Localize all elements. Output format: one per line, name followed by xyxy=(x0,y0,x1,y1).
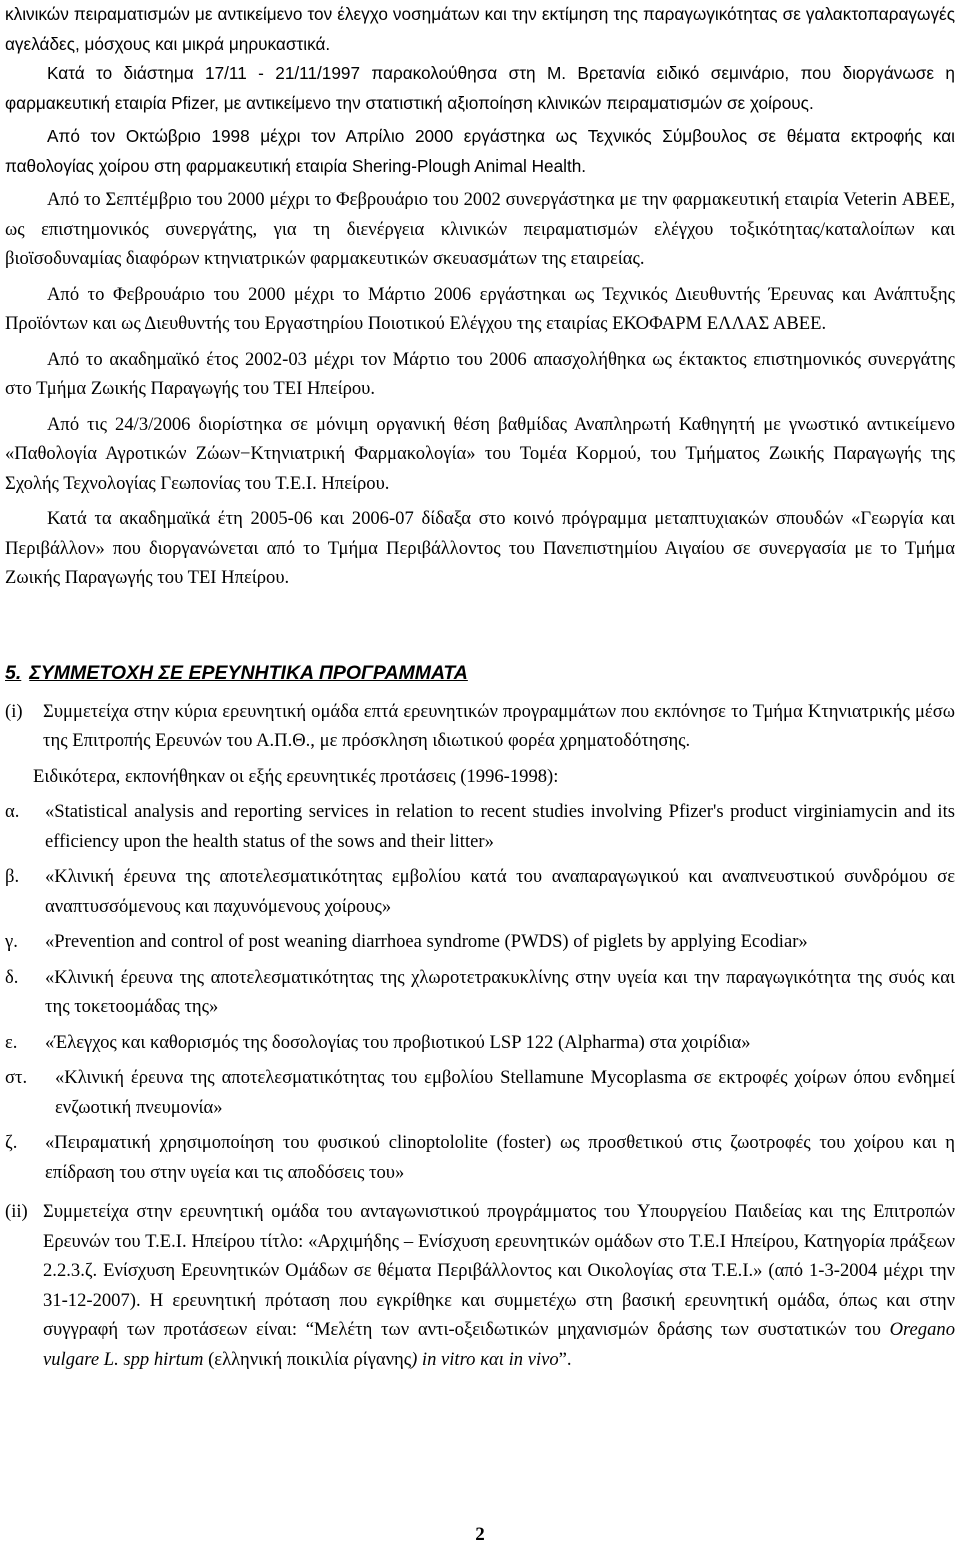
proposal-label: γ. xyxy=(5,931,18,952)
proposal-item-a xyxy=(5,797,955,856)
document-page xyxy=(5,0,955,1374)
paragraph-continuation: κλινικών πειραματισμών με αντικείμενο τον έλεγχο νοσημάτων και την εκτίμηση της παραγωγικότητας σε γαλακτοπαραγωγές αγελάδες, μόσχους και μικρά μηρυκαστικά. xyxy=(5,4,955,54)
list-item-ii xyxy=(5,1197,955,1374)
proposal-text: «Statistical analysis and reporting services in relation to recent studies involving Pfizer's product virginiamycin and its efficiency upon the health status of the sows and their litter» xyxy=(45,801,955,852)
proposal-item-b xyxy=(5,862,955,921)
list-item-text-end: ”. xyxy=(558,1348,572,1370)
paragraph-appointment: Από τις 24/3/2006 διορίστηκα σε μόνιμη οργανική θέση βαθμίδας Αναπληρωτή Καθηγητή με γνωστικό αντικείμενο «Παθολογία Αγροτικών Ζώων−Κτηνιατρική Φαρμακολογία» του Τομέα Κορμού, του Τμήματος Ζωικής Παραγωγής της Σχολής Τεχνολογίας Γεωπονίας του Τ.Ε.Ι. Ηπείρου. xyxy=(5,413,955,494)
proposal-label: στ. xyxy=(5,1067,28,1088)
paragraph-ekofarm: Από το Φεβρουάριο του 2000 μέχρι το Μάρτιο 2006 εργάστηκαι ως Τεχνικός Διευθυντής Έρευνας και Ανάπτυξης Προϊόντων και ως Διευθυντής του Εργαστηρίου Ποιοτικού Ελέγχου της εταιρίας ΕΚΟΦΑΡΜ ΕΛΛΑΣ ΑΒΕΕ. xyxy=(5,283,955,334)
proposal-item-st xyxy=(5,1063,955,1122)
proposal-text: «Κλινική έρευνα της αποτελεσματικότητας του εμβολίου Stellamune Mycoplasma σε εκτροφές χοίρων όπου ενδημεί ενζωοτική πνευμονία» xyxy=(55,1067,955,1118)
proposal-text: «Πειραματική χρησιμοποίηση του φυσικού clinoptololite (foster) ως προσθετικού στις ζωοτροφές του χοίρου και η επίδραση του στην υγεία και τις αποδόσεις του» xyxy=(45,1132,955,1183)
list-item-text-mid: (ελληνική ποικιλία ρίγανης xyxy=(203,1348,412,1370)
specifically-intro: Ειδικότερα, εκπονήθηκαν οι εξής ερευνητικές προτάσεις (1996-1998): xyxy=(33,765,559,787)
species-name: Oregano vulgare L. spp hirtum xyxy=(43,1319,955,1370)
paragraph-seminar: Κατά το διάστημα 17/11 - 21/11/1997 παρακολούθησα στη Μ. Βρετανία ειδικό σεμινάριο, που διοργάνωσε η φαρμακευτική εταιρία Pfizer, με αντικείμενο την στατιστική αξιοποίηση κλινικών πειραματισμών σε χοίρους. xyxy=(5,63,955,113)
list-item-label: (ii) xyxy=(5,1201,28,1222)
proposal-label: ε. xyxy=(5,1031,18,1053)
proposal-label: ζ. xyxy=(5,1132,18,1153)
list-item-label: (i) xyxy=(5,700,23,722)
paragraph-tei-collaborator: Από το ακαδημαϊκό έτος 2002-03 μέχρι τον Μάρτιο του 2006 απασχολήθηκα ως έκτακτος επιστημονικός συνεργάτης στο Τμήμα Ζωικής Παραγωγής του ΤΕΙ Ηπείρου. xyxy=(5,348,955,399)
in-vitro-in-vivo: ) in vitro και in vivo xyxy=(411,1348,559,1370)
section-number: 5. xyxy=(5,661,22,684)
paragraph-veterin: Από το Σεπτέμβριο του 2000 μέχρι το Φεβρουάριο του 2002 συνεργάστηκα με την φαρμακευτική εταιρία Veterin ΑΒΕΕ, ως επιστημονικός συνεργάτης, για τη διενέργεια κλινικών πειραματισμών ελέγχου τοξικότητας/καταλοίπων και βιοϊσοδυναμίας διαφόρων κτηνιατρικών φαρμακευτικών σκευασμάτων της εταιρείας. xyxy=(5,189,955,269)
proposal-item-z xyxy=(5,1128,955,1187)
proposal-label: δ. xyxy=(5,966,19,988)
section-heading xyxy=(5,659,955,687)
proposal-item-d xyxy=(5,963,955,1022)
paragraph-postgraduate-teaching: Κατά τα ακαδημαϊκά έτη 2005-06 και 2006-07 δίδαξα στο κοινό πρόγραμμα μεταπτυχιακών σπουδών «Γεωργία και Περιβάλλον» που διοργανώνεται από το Τμήμα Περιβάλλοντος του Πανεπιστημίου Αιγαίου σε συνεργασία με το Τμήμα Ζωικής Παραγωγής του ΤΕΙ Ηπείρου. xyxy=(5,508,955,588)
section-title: ΣΥΜΜΕΤΟΧΗ ΣΕ ΕΡΕΥΝΗΤΙΚΑ ΠΡΟΓΡΑΜΜΑΤΑ xyxy=(29,661,468,684)
proposal-label: β. xyxy=(5,866,20,887)
proposal-label: α. xyxy=(5,801,20,822)
list-item-i xyxy=(5,697,955,756)
proposal-item-c xyxy=(5,927,955,957)
list-item-text: Συμμετείχα στην κύρια ερευνητική ομάδα επτά ερευνητικών προγραμμάτων που εκπόνησε το Τμήμα Κτηνιατρικής μέσω της Επιτροπής Ερευνών του Α.Π.Θ., με πρόσκληση ιδιωτικού φορέα χρηματοδότησης. xyxy=(43,700,955,751)
proposal-item-e xyxy=(5,1028,955,1058)
paragraph-shering-plough: Από τον Οκτώβριο 1998 μέχρι τον Απρίλιο 2000 εργάστηκα ως Τεχνικός Σύμβουλος σε θέματα εκτροφής και παθολογίας χοίρου στη φαρμακευτική εταιρία Shering-Plough Animal Health. xyxy=(5,126,955,176)
list-item-text-main: Συμμετείχα στην ερευνητική ομάδα του ανταγωνιστικού προγράμματος του Υπουργείου Παιδείας και της Επιτροπών Ερευνών του Τ.Ε.Ι. Ηπείρου τίτλο: «Αρχιμήδης – Ενίσχυση ερευνητικών ομάδων στο Τ.Ε.Ι Ηπείρου, Κατηγορία πράξεων 2.2.3.ζ. Ενίσχυση Ερευνητικών Ομάδων σε θέματα Περιβάλλοντος και Οικολογίας στα Τ.Ε.Ι.» (από 1-3-2004 μέχρι την 31-12-2007). Η ερευνητική πρόταση που εγκρίθηκε και συμμετέχω στη βασική ερευνητική ομάδα, όπως και στην συγγραφή των προτάσεων είναι: “Μελέτη των αντι-οξειδωτικών μηχανισμών δράσης των συστατικών του xyxy=(43,1201,955,1340)
proposal-text: «Prevention and control of post weaning diarrhoea syndrome (PWDS) of piglets by applying Ecodiar» xyxy=(45,931,808,952)
list-item-text xyxy=(43,1197,955,1374)
proposal-text: «Κλινική έρευνα της αποτελεσματικότητας εμβολίου κατά του αναπαραγωγικού και αναπνευστικού συνδρόμου σε αναπτυσσόμενους και παχυνόμενους χοίρους» xyxy=(45,866,955,917)
proposal-text: «Κλινική έρευνα της αποτελεσματικότητας της χλωροτετρακυκλίνης στην υγεία και την παραγωγικότητα της συός και της τοκετοομάδας της» xyxy=(45,966,955,1017)
page-number: 2 xyxy=(475,1524,485,1545)
proposal-text: «Έλεγχος και καθορισμός της δοσολογίας του προβιοτικού LSP 122 (Alpharma) στα χοιρίδια» xyxy=(45,1031,751,1053)
